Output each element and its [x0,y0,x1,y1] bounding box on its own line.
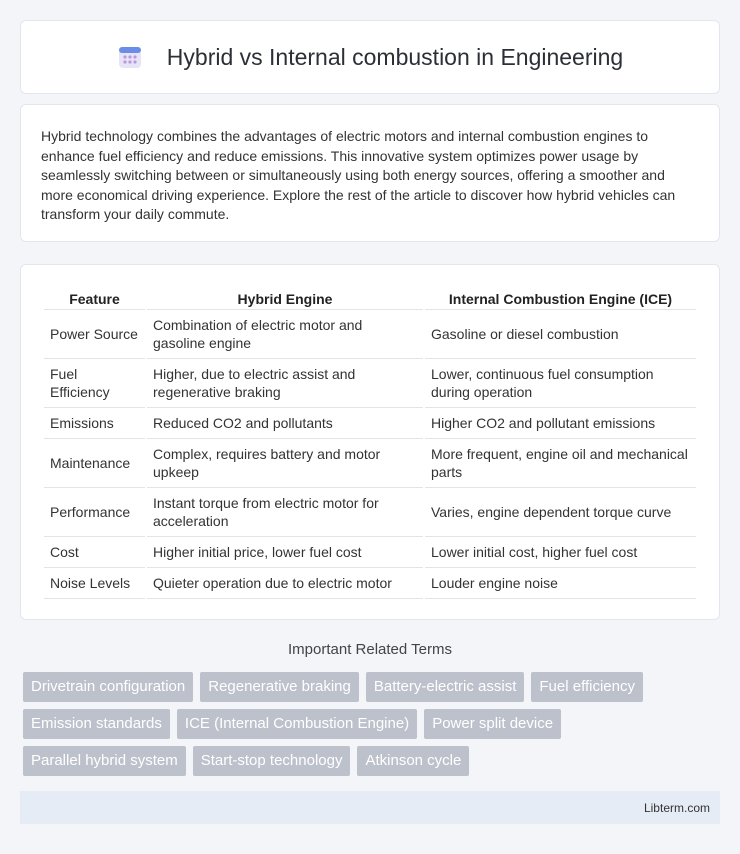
table-cell: Emissions [44,408,145,439]
related-term-tag[interactable]: Start-stop technology [193,746,351,776]
table-cell: Maintenance [44,439,145,488]
table-row [44,488,696,537]
page-title: Hybrid vs Internal combustion in Engineering [166,43,624,70]
table-cell: Lower initial cost, higher fuel cost [425,537,696,568]
intro-text: Hybrid technology combines the advantages of electric motors and internal combustion engines to enhance fuel efficiency and reduce emissions. This innovative system optimizes power usage by seamlessly switching between or simultaneously using both energy sources, offering a smoother and more economical driving experience. Explore the rest of the article to discover how hybrid vehicles can transform your daily commute. [41,128,676,223]
related-term-tag[interactable]: Atkinson cycle [357,746,469,776]
column-header-hybrid: Hybrid Engine [147,285,423,310]
related-term-tag[interactable]: Battery-electric assist [366,672,525,702]
table-cell: Performance [44,488,145,537]
table-cell: Instant torque from electric motor for acceleration [147,488,423,537]
intro-card [20,104,720,242]
table-cell: Combination of electric motor and gasoline engine [147,310,423,359]
comparison-table-card [20,264,720,620]
table-cell: Noise Levels [44,568,145,599]
related-terms-list [23,672,723,776]
related-term-tag[interactable]: Regenerative braking [200,672,359,702]
related-term-tag[interactable]: Fuel efficiency [531,672,643,702]
related-term-tag[interactable]: Drivetrain configuration [23,672,193,702]
related-term-tag[interactable]: ICE (Internal Combustion Engine) [177,709,417,739]
table-cell: Complex, requires battery and motor upkeep [147,439,423,488]
table-cell: Varies, engine dependent torque curve [425,488,696,537]
footer-brand[interactable]: Libterm.com [643,800,710,815]
table-cell: Fuel Efficiency [44,359,145,408]
related-term-tag[interactable]: Parallel hybrid system [23,746,186,776]
table-row [44,359,696,408]
footer [20,791,720,824]
table-cell: Gasoline or diesel combustion [425,310,696,359]
table-cell: Reduced CO2 and pollutants [147,408,423,439]
table-cell: Lower, continuous fuel consumption during operation [425,359,696,408]
table-cell: Quieter operation due to electric motor [147,568,423,599]
table-header-row [44,285,696,310]
header-card [20,20,720,94]
related-terms-title: Important Related Terms [288,641,452,658]
table-cell: Power Source [44,310,145,359]
column-header-ice: Internal Combustion Engine (ICE) [425,285,696,310]
table-cell: More frequent, engine oil and mechanical parts [425,439,696,488]
table-cell: Higher, due to electric assist and regenerative braking [147,359,423,408]
related-term-tag[interactable]: Power split device [424,709,561,739]
table-row [44,439,696,488]
table-row [44,537,696,568]
related-term-tag[interactable]: Emission standards [23,709,170,739]
column-header-feature: Feature [44,285,145,310]
comparison-table [42,285,698,599]
table-row [44,310,696,359]
table-row [44,568,696,599]
table-cell: Cost [44,537,145,568]
table-cell: Louder engine noise [425,568,696,599]
table-cell: Higher initial price, lower fuel cost [147,537,423,568]
table-cell: Higher CO2 and pollutant emissions [425,408,696,439]
table-row [44,408,696,439]
calendar-icon [117,44,143,70]
